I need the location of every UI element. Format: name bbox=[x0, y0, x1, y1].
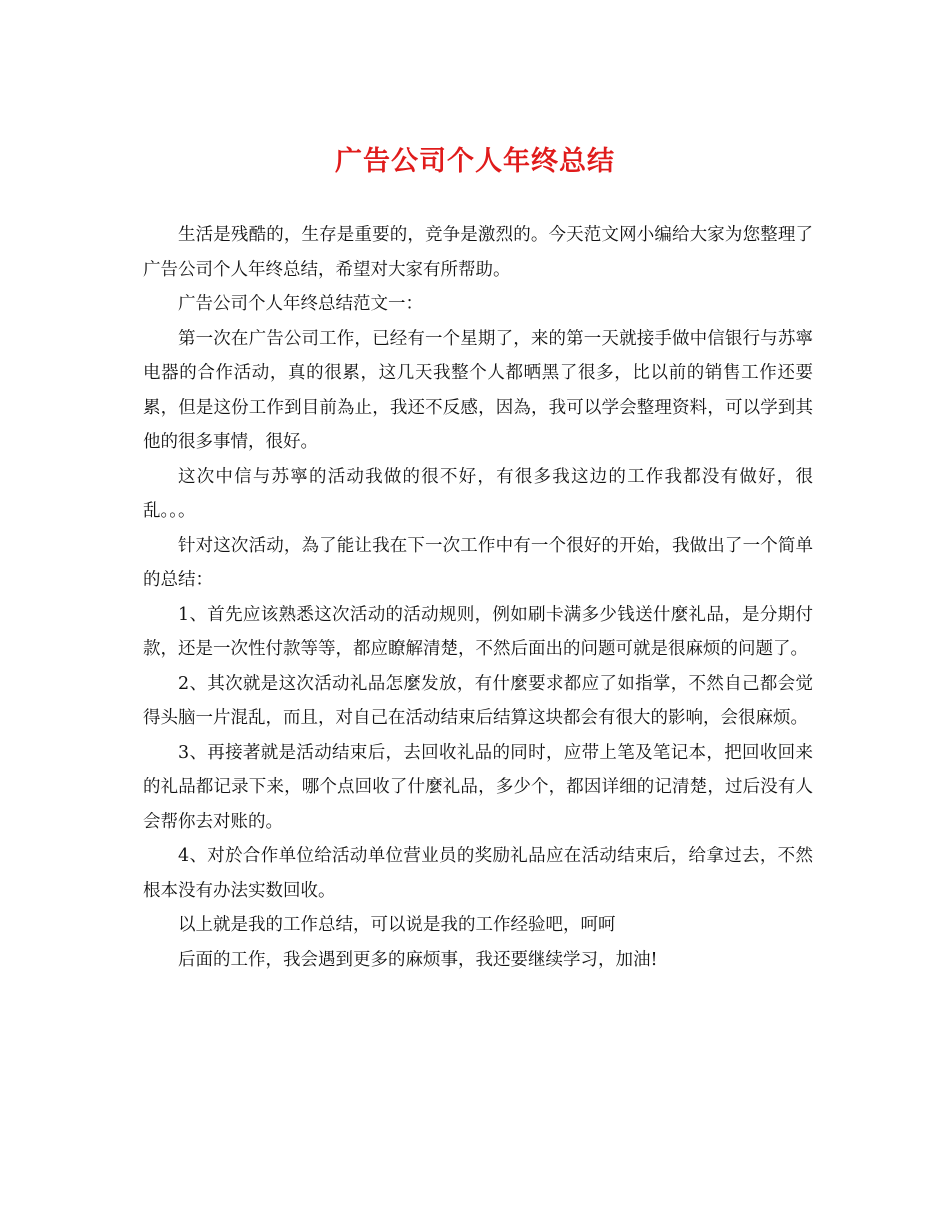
document-title: 广告公司个人年终总结 bbox=[335, 146, 615, 177]
paragraph-point-2: 2、其次就是这次活动礼品怎麼发放，有什麼要求都应了如指掌，不然自己都会觉得头脑一片混乱，而且，对自己在活动结束后结算这块都会有很大的影响，会很麻烦。 bbox=[143, 673, 813, 728]
paragraph-point-1: 1、首先应该熟悉这次活动的活动规则，例如刷卡满多少钱送什麼礼品，是分期付款，还是一次性付款等等，都应瞭解清楚，不然后面出的问题可就是很麻烦的问题了。 bbox=[143, 604, 813, 659]
document-body bbox=[143, 218, 813, 977]
paragraph-conclusion: 以上就是我的工作总结，可以说是我的工作经验吧，呵呵 bbox=[178, 915, 616, 935]
paragraph-closing: 后面的工作，我会遇到更多的麻烦事，我还要继续学习，加油! bbox=[178, 949, 658, 970]
paragraph-sample-heading: 广告公司个人年终总结范文一： bbox=[178, 294, 423, 314]
paragraph-intro: 生活是残酷的，生存是重要的，竞争是激烈的。今天范文网小编给大家为您整理了广告公司个人年终总结，希望对大家有所帮助。 bbox=[143, 225, 813, 280]
paragraph-activity-review: 这次中信与苏寧的活动我做的很不好，有很多我这边的工作我都没有做好，很乱。。。 bbox=[143, 466, 813, 521]
paragraph-first-week: 第一次在广告公司工作，已经有一个星期了，来的第一天就接手做中信银行与苏寧电器的合作活动，真的很累，这几天我整个人都晒黑了很多，比以前的销售工作还要累，但是这份工作到目前為止，我还不反感，因為，我可以学会整理资料，可以学到其他的很多事情，很好。 bbox=[143, 328, 813, 452]
paragraph-point-4: 4、对於合作单位给活动单位营业员的奖励礼品应在活动结束后，给拿过去，不然根本没有办法实数回收。 bbox=[143, 846, 813, 901]
paragraph-point-3: 3、再接著就是活动结束后，去回收礼品的同时，应带上笔及笔记本，把回收回来的礼品都记录下来，哪个点回收了什麼礼品，多少个，都因详细的记清楚，过后没有人会帮你去对账的。 bbox=[143, 742, 813, 832]
paragraph-summary-intro: 针对这次活动，為了能让我在下一次工作中有一个很好的开始，我做出了一个简单的总结： bbox=[143, 535, 813, 590]
